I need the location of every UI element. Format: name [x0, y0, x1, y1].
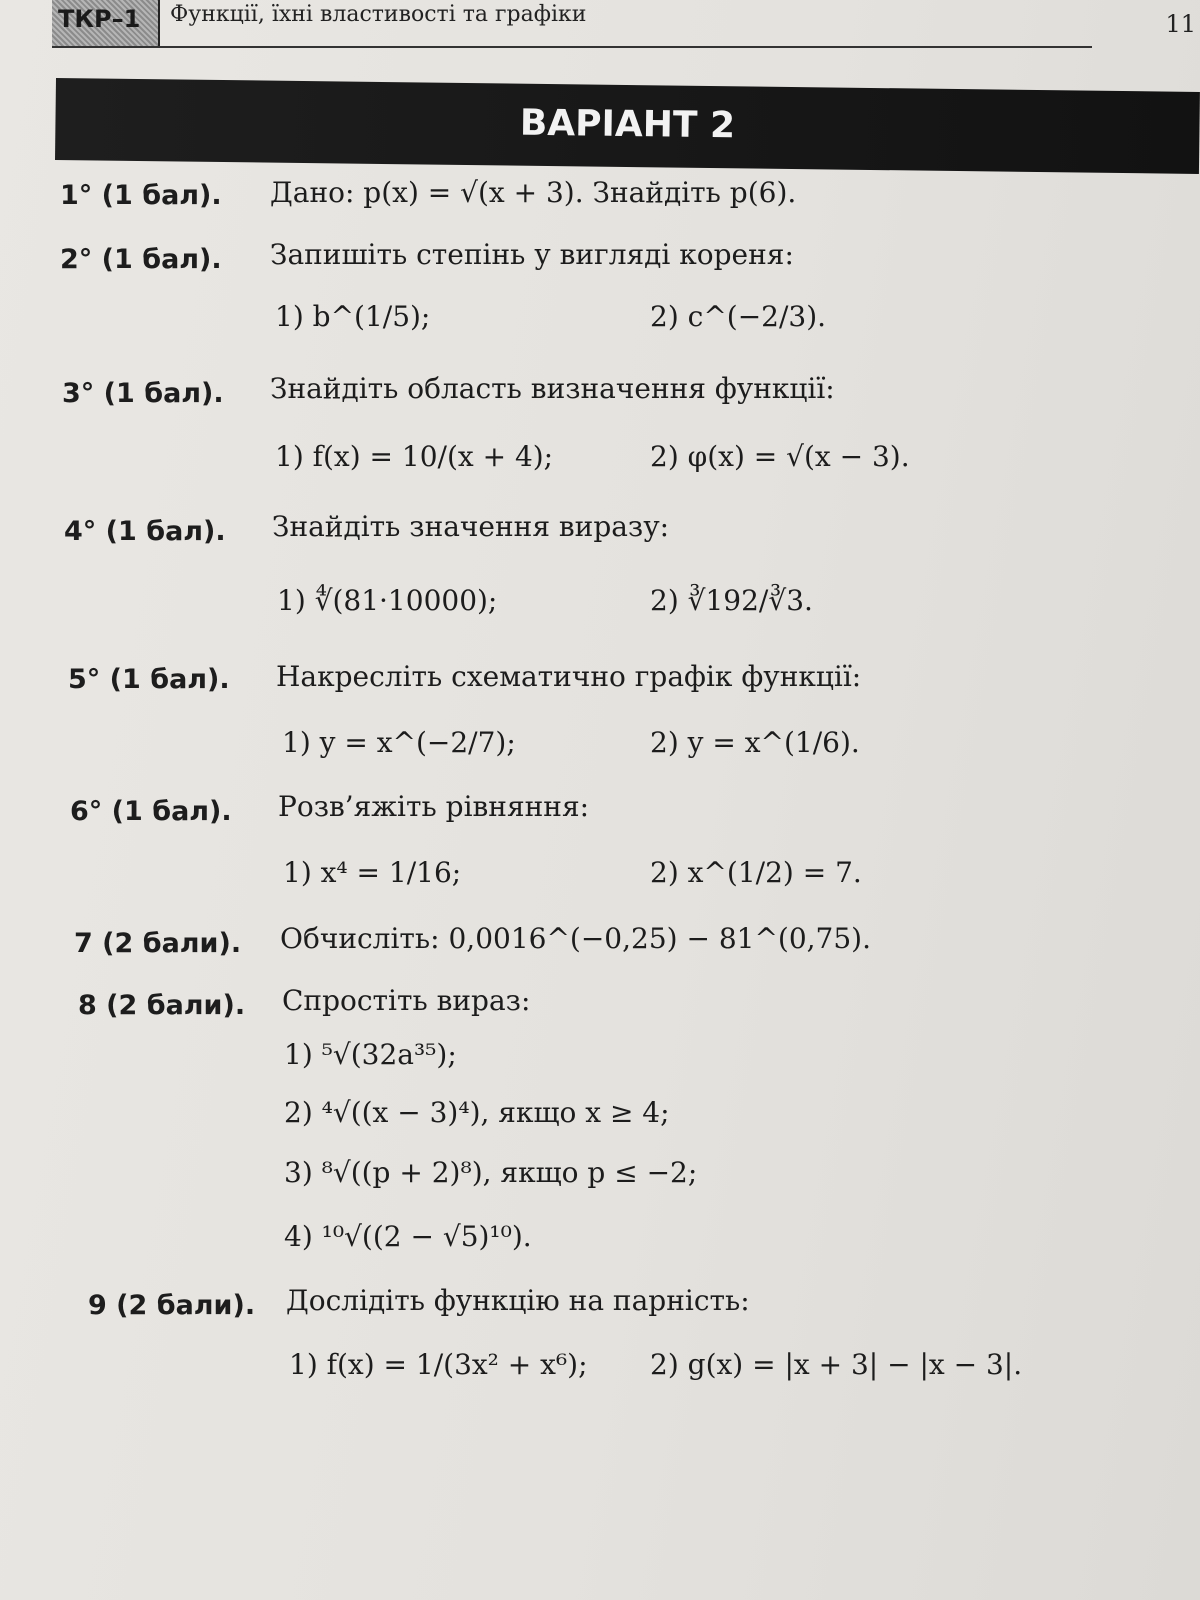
task-8-statement: Спростіть вираз:: [282, 984, 531, 1017]
task-3-statement: Знайдіть область визначення функції:: [270, 372, 835, 405]
task-3-label: 3° (1 бал).: [62, 378, 224, 409]
task-5-statement: Накресліть схематично графік функції:: [276, 660, 862, 693]
header-rule: [52, 46, 1092, 48]
task-6-statement: Розв’яжіть рівняння:: [278, 790, 590, 823]
task-4-item-2: 2) ∛192/∛3.: [650, 584, 813, 617]
task-7-statement: Обчисліть: 0,0016^(−0,25) − 81^(0,75).: [280, 922, 872, 955]
task-1-label: 1° (1 бал).: [60, 180, 222, 211]
task-3-item-2: 2) φ(x) = √(x − 3).: [650, 440, 910, 473]
variant-banner: ВАРІАНТ 2: [55, 78, 1200, 174]
task-9-item-2: 2) g(x) = |x + 3| − |x − 3|.: [650, 1348, 1023, 1381]
task-6-label: 6° (1 бал).: [70, 796, 232, 827]
task-7-label: 7 (2 бали).: [74, 928, 242, 959]
task-2-statement: Запишіть степінь у вигляді кореня:: [270, 238, 794, 271]
task-5-item-1: 1) y = x^(−2/7);: [282, 726, 516, 759]
task-5-label: 5° (1 бал).: [68, 664, 230, 695]
section-tag: ТКР–1: [52, 0, 160, 48]
task-8-item-4: 4) ¹⁰√((2 − √5)¹⁰).: [284, 1220, 532, 1253]
task-9-item-1: 1) f(x) = 1/(3x² + x⁶);: [289, 1348, 588, 1381]
task-1-statement: [270, 176, 796, 209]
page-number: 11: [1165, 10, 1196, 38]
task-8-item-2: 2) ⁴√((x − 3)⁴), якщо x ≥ 4;: [284, 1096, 670, 1129]
task-9-statement: Дослідіть функцію на парність:: [286, 1284, 750, 1317]
task-2-label: 2° (1 бал).: [60, 244, 222, 275]
task-6-item-2: 2) x^(1/2) = 7.: [650, 856, 862, 889]
task-4-item-1: 1) ∜(81·10000);: [277, 584, 498, 617]
chapter-title: Функції, їхні властивості та графіки: [170, 2, 587, 27]
task-1-text: Дано: p(x) = √(x + 3). Знайдіть p(6).: [270, 176, 797, 209]
task-8-item-3: 3) ⁸√((p + 2)⁸), якщо p ≤ −2;: [284, 1156, 698, 1189]
task-5-item-2: 2) y = x^(1/6).: [650, 726, 860, 759]
task-8-label: 8 (2 бали).: [78, 990, 246, 1021]
task-6-item-1: 1) x⁴ = 1/16;: [283, 856, 462, 889]
task-2-item-2: 2) c^(−2/3).: [650, 300, 827, 333]
task-9-label: 9 (2 бали).: [88, 1290, 256, 1321]
page-header: [52, 0, 1200, 50]
task-4-label: 4° (1 бал).: [64, 516, 226, 547]
task-2-item-1: 1) b^(1/5);: [275, 300, 431, 333]
task-4-statement: Знайдіть значення виразу:: [272, 510, 670, 543]
task-3-item-1: 1) f(x) = 10/(x + 4);: [275, 440, 554, 473]
task-8-item-1: 1) ⁵√(32a³⁵);: [284, 1038, 457, 1071]
